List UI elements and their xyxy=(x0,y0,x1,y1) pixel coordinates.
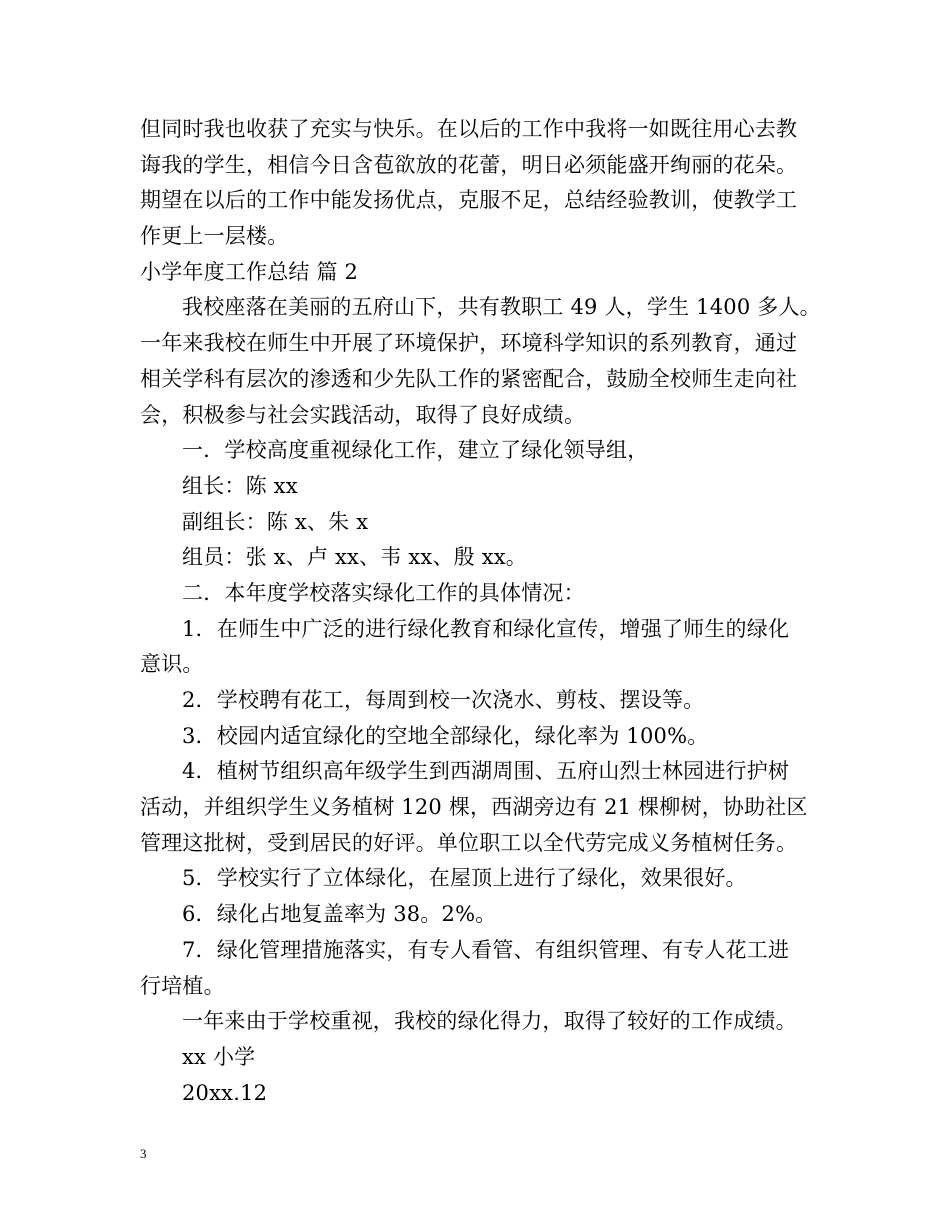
group-leader-line: 组长：陈 xx xyxy=(182,473,298,498)
signature-school: xx 小学 xyxy=(182,1044,256,1069)
body-text-line: 期望在以后的工作中能发扬优点，克服不足，总结经验教训，使教学工 xyxy=(140,188,798,213)
body-text-line: 但同时我也收获了充实与快乐。在以后的工作中我将一如既往用心去教 xyxy=(140,117,798,141)
list-item-7-continuation: 行培植。 xyxy=(140,973,225,998)
closing-summary: 一年来由于学校重视，我校的绿化得力，取得了较好的工作成绩。 xyxy=(182,1009,797,1034)
deputy-leader-line: 副组长：陈 x、朱 x xyxy=(182,509,369,534)
list-item-1: 1．在师生中广泛的进行绿化教育和绿化宣传，增强了师生的绿化 xyxy=(182,616,790,641)
list-item-6: 6．绿化占地复盖率为 38。2%。 xyxy=(182,902,497,927)
body-text-line: 相关学科有层次的渗透和少先队工作的紧密配合，鼓励全校师生走向社 xyxy=(140,366,798,391)
page-number: 3 xyxy=(140,1146,147,1161)
signature-date: 20xx.12 xyxy=(182,1080,268,1105)
body-text-line: 一年来我校在师生中开展了环境保护，环境科学知识的系列教育，通过 xyxy=(140,331,798,356)
list-item-2: 2．学校聘有花工，每周到校一次浇水、剪枝、摆设等。 xyxy=(182,688,705,712)
list-item-5: 5．学校实行了立体绿化，在屋顶上进行了绿化，效果很好。 xyxy=(182,866,747,891)
document-body xyxy=(140,112,820,1111)
list-item-4-continuation: 管理这批树，受到居民的好评。单位职工以全代劳完成义务植树任务。 xyxy=(140,830,798,855)
body-text-line: 诲我的学生，相信今日含苞欲放的花蕾，明日必须能盛开绚丽的花朵。 xyxy=(140,152,798,177)
list-item-1-continuation: 意识。 xyxy=(140,652,204,677)
members-line: 组员：张 x、卢 xx、韦 xx、殷 xx。 xyxy=(182,545,528,570)
body-text-line: 作更上一层楼。 xyxy=(140,224,289,249)
list-heading-1: 一．学校高度重视绿化工作，建立了绿化领导组， xyxy=(182,438,649,463)
body-text-line: 会，积极参与社会实践活动，取得了良好成绩。 xyxy=(140,402,586,427)
paragraph-first-line: 我校座落在美丽的五府山下，共有教职工 49 人，学生 1400 多人。 xyxy=(182,295,821,320)
list-item-7: 7．绿化管理措施落实，有专人看管、有组织管理、有专人花工进 xyxy=(182,937,790,962)
list-item-4: 4．植树节组织高年级学生到西湖周围、五府山烈士林园进行护树 xyxy=(182,759,790,784)
list-heading-2: 二．本年度学校落实绿化工作的具体情况： xyxy=(182,580,585,605)
section-heading: 小学年度工作总结 篇 2 xyxy=(140,259,359,284)
list-item-4-continuation: 活动，并组织学生义务植树 120 棵，西湖旁边有 21 棵柳树，协助社区 xyxy=(140,795,808,820)
list-item-3: 3．校园内适宜绿化的空地全部绿化，绿化率为 100%。 xyxy=(182,723,709,748)
